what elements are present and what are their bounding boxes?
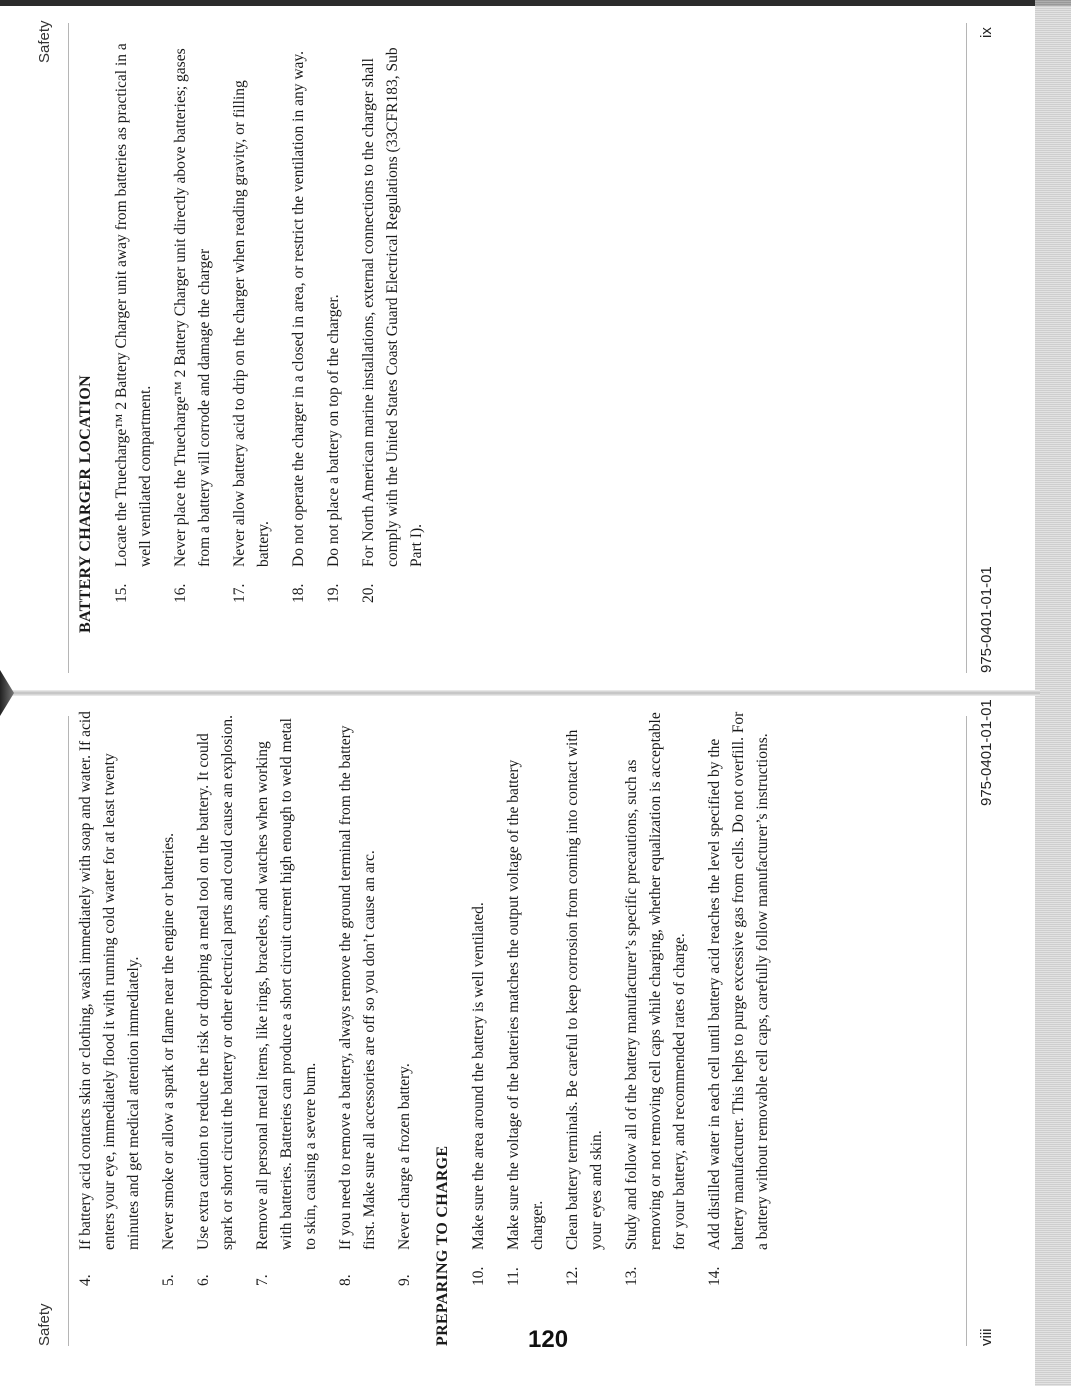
item-number: 14. <box>706 1266 723 1286</box>
item-number: 10. <box>470 1266 487 1286</box>
item-text: Study and follow all of the battery manufacturer’s specific precautions, such as removing or not removing cell caps while charging, whether equalization is acceptable for your battery, and recommended rates of charge. <box>623 712 688 1250</box>
item-number: 12. <box>564 1266 581 1286</box>
list-item <box>561 711 609 1286</box>
list-item <box>157 711 181 1286</box>
list-item <box>287 38 311 603</box>
list-item <box>502 711 550 1286</box>
item-number: 6. <box>195 1274 212 1286</box>
item-text: Make sure the area around the battery is well ventilated. <box>470 902 487 1250</box>
left-page <box>0 693 1071 1386</box>
item-text: Use extra caution to reduce the risk or dropping a metal tool on the battery. It could spark or short circuit the battery or other electrical parts and could cause an explosion. <box>195 715 236 1250</box>
footer-rule <box>966 23 967 673</box>
item-number: 8. <box>337 1274 354 1286</box>
item-number: 11. <box>505 1267 522 1286</box>
item-number: 19. <box>325 583 342 603</box>
item-text: Clean battery terminals. Be careful to keep corrosion from coming into contact with your eyes and skin. <box>564 729 605 1250</box>
list-item <box>357 38 429 603</box>
item-text: Locate the Truecharge™ 2 Battery Charger unit away from batteries as practical in a well ventilated compartment. <box>113 43 154 567</box>
item-text: Never place the Truecharge™ 2 Battery Charger unit directly above batteries; gases from a battery will corrode and damage the charger <box>172 48 213 567</box>
section-title: BATTERY CHARGER LOCATION <box>77 375 94 633</box>
list-item <box>393 711 417 1286</box>
list-item <box>169 38 217 603</box>
item-text: Do not place a battery on top of the charger. <box>325 294 342 567</box>
item-number: 20. <box>360 583 377 603</box>
item-number: 7. <box>254 1274 271 1286</box>
list-item <box>74 711 146 1286</box>
safety-list <box>110 38 429 603</box>
item-text: If you need to remove a battery, always remove the ground terminal from the battery first. Make sure all accessories are off so you don’t cause an arc. <box>337 725 378 1250</box>
item-text: If battery acid contacts skin or clothing, wash immediately with soap and water. If acid enters your eye, immediately flood it with running cold water for at least twenty minutes and get medical attention immediately. <box>77 711 142 1250</box>
item-number: 16. <box>172 583 189 603</box>
right-page-content <box>74 38 440 633</box>
footer-rule <box>966 716 967 1346</box>
list-item <box>192 711 240 1286</box>
item-text: Never charge a frozen battery. <box>396 1063 413 1250</box>
item-text: Remove all personal metal items, like rings, bracelets, and watches when working with batteries. Batteries can produce a short circuit current high enough to weld metal to skin, causing a severe burn. <box>254 718 319 1250</box>
list-item <box>228 38 276 603</box>
safety-list <box>74 711 417 1286</box>
item-number: 4. <box>77 1274 94 1286</box>
section-title: PREPARING TO CHARGE <box>434 1145 451 1346</box>
header-rule <box>68 23 69 673</box>
list-item <box>620 711 692 1286</box>
page-number: 120 <box>528 1326 569 1353</box>
item-text: Add distilled water in each cell until battery acid reaches the level specified by the battery manufacturer. This helps to purge excessive gas from cells. Do not overfill. For a battery without removable cell caps, carefully follow manufacturer’s instructions. <box>706 711 771 1250</box>
item-number: 17. <box>231 583 248 603</box>
item-number: 18. <box>290 583 307 603</box>
running-head: Safety <box>36 20 53 63</box>
item-text: Never smoke or allow a spark or flame near the engine or batteries. <box>160 832 177 1250</box>
doc-number: 975-0401-01-01 <box>978 699 995 806</box>
safety-list <box>467 711 775 1286</box>
list-item <box>322 38 346 603</box>
list-item <box>703 711 775 1286</box>
list-item <box>334 711 382 1286</box>
item-text: Do not operate the charger in a closed in area, or restrict the ventilation in any way. <box>290 50 307 567</box>
doc-number: 975-0401-01-01 <box>978 566 995 673</box>
item-number: 15. <box>113 583 130 603</box>
item-text: For North American marine installations, external connections to the charger shall comply with the United States Coast Guard Electrical Regulations (33CFR183, Sub Part I). <box>360 47 425 567</box>
page-folio: viii <box>978 1328 995 1346</box>
item-text: Make sure the voltage of the batteries matches the output voltage of the battery charger. <box>505 759 546 1250</box>
header-rule <box>68 716 69 1346</box>
list-item <box>467 711 491 1286</box>
item-number: 13. <box>623 1266 640 1286</box>
item-number: 9. <box>396 1274 413 1286</box>
page-folio: ix <box>978 27 995 38</box>
list-item <box>251 711 323 1286</box>
list-item <box>110 38 158 603</box>
running-head: Safety <box>36 1303 53 1346</box>
item-number: 5. <box>160 1274 177 1286</box>
item-text: Never allow battery acid to drip on the charger when reading gravity, or filling battery. <box>231 80 272 567</box>
